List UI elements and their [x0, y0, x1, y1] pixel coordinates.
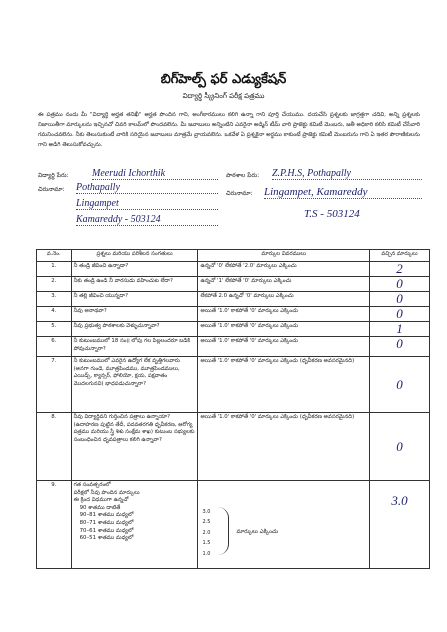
row-question: నీ తండ్రి జీవించి ఉన్నాడా?	[71, 262, 198, 277]
student-address-line-2: Lingampet	[76, 198, 218, 210]
row-score: 0	[369, 292, 429, 307]
brace-bracket	[218, 507, 229, 555]
school-address-label: చిరునామా:	[226, 190, 253, 197]
table-row	[37, 357, 430, 413]
student-name-value: Meerudi Ichorthik	[92, 168, 218, 180]
row-question: నీవు విద్యార్థివని గుర్తించిన పత్రాలు ఉన్నాయా? (ఉదాహరణ పుట్టిన తేదీ, పదవతరగతి ధృవీకరణ, ఆరోగ్య పత్రము మరియు స్త్రీ శిశు సంక్షేమ శాఖ) కుటుంబ సభ్యులకు సంబంధించిన ధృవపత్రాలు కలిగి ఉన్నావా?	[71, 413, 198, 481]
row9-note: మార్కులు ఎక్కించు	[236, 529, 279, 535]
row-number: 7.	[37, 357, 72, 413]
table-row	[37, 262, 430, 277]
row-question: నీ కుటుంబములో 18 సం॥ లోపు గల పిల్లలందరూ బడికి పోవుచున్నారా?	[71, 337, 198, 357]
row-number: 1.	[37, 262, 72, 277]
row-question: నీకు తండ్రి ఉండి నీ వారసుడు వహించుట లేదా?	[71, 277, 198, 292]
table-header-row	[37, 250, 430, 262]
row-score: 0	[369, 357, 429, 413]
row-marks-detail: ఉన్నచో '0' లేకపోతే '2.0' మార్కులు ఎక్కించు	[198, 262, 369, 277]
column-header-question: ప్రశ్నలు మరియు పరిశీలన సంగతులు	[71, 250, 198, 262]
student-address-label: చిరునామా:	[38, 186, 65, 193]
row9-line: గత సంవత్సరంలో	[73, 482, 111, 488]
row-number: 9.	[37, 481, 72, 569]
marks-scale-value: 2.5	[202, 519, 211, 526]
row-question: నీవు అనాథవా?	[71, 307, 198, 322]
row-marks-detail: అయితే '1.0' కాకపోతే '0' మార్కులు ఎక్కించు	[198, 307, 369, 322]
row-score: 0	[369, 277, 429, 292]
row-question: నీవు ప్రభుత్వ పాఠశాలకు వెళ్ళుచున్నావా?	[71, 322, 198, 337]
row-marks-detail: ఉన్నచో '1' లేకపోతే '0' మార్కులు ఎక్కించు	[198, 277, 369, 292]
school-name-label: పాఠశాల పేరు:	[226, 172, 260, 179]
page-title: బిగ్‌హెల్ప్ ఫర్ ఎడ్యుకేషన్	[160, 72, 287, 87]
row-marks-detail: అయితే '1.0' కాకపోతే '0' మార్కులు ఎక్కించు	[198, 322, 369, 337]
row-score: 3.0	[369, 481, 429, 569]
row9-line: 90–81 శాతము మధ్యలో	[79, 512, 134, 519]
row-score: 0	[369, 307, 429, 322]
row-score: 0	[369, 337, 429, 357]
row-number: 8.	[37, 413, 72, 481]
row-number: 2.	[37, 277, 72, 292]
school-name-value: Z.P.H.S, Pothapally	[272, 168, 422, 180]
student-address-line-3: Kamareddy - 503124	[76, 214, 218, 226]
row9-line: 60–51 శాతము మధ్యలో	[79, 535, 134, 542]
marks-scale-value: 1.5	[202, 540, 211, 547]
row-question: నీ కుటుంబములో ఎవరైన ఉద్యోగ లేక వృత్తిగలవారు (అనగా గుండె, మూత్రపిండము, మూత్రపిండములు, ఎయిడ్స్, క్యాన్సర్, ఫోలియో, క్షయ, పక్షవాతం మొదలగునవి) భాధపడుచున్నారా?	[71, 357, 198, 413]
table-row	[37, 481, 430, 569]
page-subtitle: విద్యార్థి స్క్రీనింగ్ పరీక్ష పత్రము	[182, 92, 265, 100]
row-marks-detail: అయితే '1.0' కాకపోతే '0' మార్కులు ఎక్కించు	[198, 337, 369, 357]
marks-scale-value: 2.0	[202, 529, 211, 536]
table-row	[37, 277, 430, 292]
column-header-marks-detail: మార్కుల వివరములు	[198, 250, 369, 262]
instructions-paragraph: ఈ పత్రము నందు మీ "విద్యార్థి అర్హత తనిఖీ" అర్హత పొందిన గాని, అంగీకారములు కలిగి ఉన్నా గాని పూర్తి చేయుము. దయచేసి ప్రశ్నలకు జాగ్రత్తగా చదివి, అన్ని ప్రశ్నలకు నిజాయితీగా మార్కులను ఇచ్చినచో చివరి కాలమ్‌లో పొందవలెను. మీ జవాబులు అన్నింటిని ఎవరైనా అడ్మిన్ టీమ్ వారి ప్రాజెక్టు కమిటీ మెంబరు, జతీ అధికారి కలిసి కమిటీ చేసేవారి గమనించవలెను. నీకు తెలుసుకుంటే వారికి సరియైన జవాబులు మాత్రమే వ్రాయవలెను. ఒకవేళ ఏ ప్రశ్నకైనా అర్థము కాకుంటే ప్రాజెక్టు కమిటీ మెంబరును గాని ఏ ఇతర పౌరాణికులను గాని అడిగి తెలుసుకోవచ్చును.	[38, 112, 420, 148]
row9-line: 70–61 శాతము మధ్యలో	[79, 527, 134, 534]
table-row	[37, 413, 430, 481]
row-marks-detail-range	[198, 481, 369, 569]
student-address-line-1: Pothapally	[76, 182, 218, 194]
table-row	[37, 292, 430, 307]
row-number: 4.	[37, 307, 72, 322]
school-address-line-1: Lingampet, Kamareddy	[264, 186, 422, 199]
row-number: 3.	[37, 292, 72, 307]
row-number: 5.	[37, 322, 72, 337]
marks-scale	[202, 507, 210, 559]
marks-scale-value: 1.0	[202, 550, 211, 557]
row-marks-detail: లేకపోతే 2.0 ఉన్నచో '0' మార్కులు ఎక్కించు	[198, 292, 369, 307]
column-header-number: వ.నెం.	[37, 250, 72, 262]
row-question-multiline	[71, 481, 198, 569]
column-header-marks-obtained: వచ్చిన మార్కులు	[369, 250, 429, 262]
row-marks-detail: అయితే '1.0' కాకపోతే '0' మార్కులు ఎక్కించు (ధృవీకరణ అవసరమైనది)	[198, 413, 369, 481]
student-name-label: విద్యార్థి పేరు:	[38, 172, 69, 179]
school-address-line-2: T.S - 503124	[304, 208, 360, 220]
row9-line: 80–71 శాతము మధ్యలో	[79, 519, 134, 526]
marks-scale-value: 3.0	[202, 509, 211, 515]
row-score: 0	[369, 413, 429, 481]
row9-line: 90 శాతము దాటితే	[79, 504, 121, 511]
screening-table	[36, 249, 430, 569]
table-row	[37, 322, 430, 337]
row-score: 1	[369, 322, 429, 337]
row-marks-detail: అయితే '1.0' కాకపోతే '0' మార్కులు ఎక్కించు (ధృవీకరణ అవసరమైనది)	[198, 357, 369, 413]
row9-line: ఈ క్రింద విధముగా ఉన్నచో	[73, 497, 129, 504]
table-row	[37, 337, 430, 357]
row9-line: పరీక్షలో నీవు పొందిన మార్కులు	[73, 489, 140, 496]
row-question: నీ తల్లి జీవించి యున్నదా?	[71, 292, 198, 307]
row-score: 2	[369, 262, 429, 277]
row-number: 6.	[37, 337, 72, 357]
table-row	[37, 307, 430, 322]
